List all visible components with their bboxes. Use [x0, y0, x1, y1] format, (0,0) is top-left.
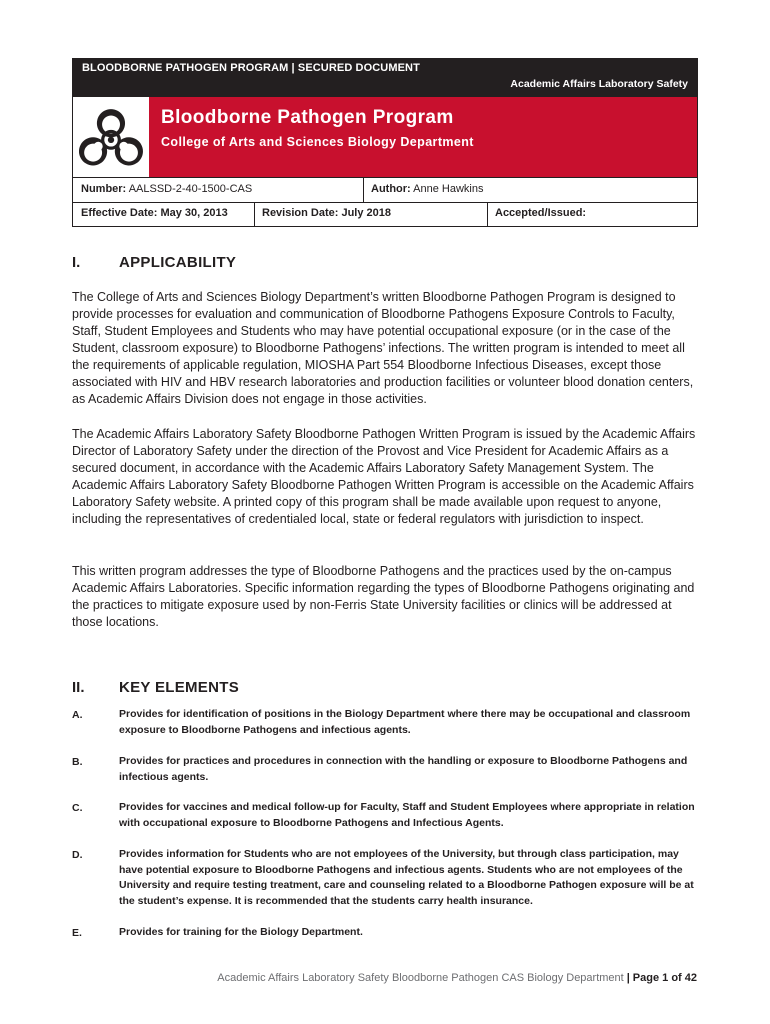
paragraph: The Academic Affairs Laboratory Safety Bloodborne Pathogen Written Program is issued by the Academic Affairs Director of Laboratory Safety under the direction of the Provost and Vice President for Academic Affairs as a secured document, in accordance with the Academic Affairs Laboratory Safety Management System. The Academic Affairs Laboratory Safety Bloodborne Pathogen Written Program is accessible on the Academic Affairs Laboratory Safety website. A printed copy of this program shall be made available upon request to anyone, including the representatives of credentialed local, state or federal regulators with jurisdiction to inspect. — [72, 427, 696, 526]
list-item-letter: E. — [72, 927, 82, 939]
page-footer — [217, 972, 697, 984]
author-label: Author: — [371, 183, 411, 195]
document-title: Bloodborne Pathogen Program — [161, 107, 454, 128]
revision-date: Revision Date: July 2018 — [262, 207, 392, 219]
effective-date-cell — [73, 202, 254, 226]
footer-separator: | — [626, 972, 630, 984]
paragraph: The College of Arts and Sciences Biology Department’s written Bloodborne Pathogen Program is designed to provide processes for evaluation and communication of Bloodborne Pathogens Exposure Controls to Faculty, Staff, Student Employees and Students who may have potential occupational exposure (or in the case of the Student, classroom exposure) to Bloodborne Pathogens’ infections. The written program is intended to meet all the requirements of applicable regulation, MIOSHA Part 554 Bloodborne Infectious Diseases, except those associated with HIV and HBV research laboratories and production facilities or volunteer blood donation centers, as Academic Affairs Division does not engage in those activities. — [72, 290, 694, 406]
footer-text: Academic Affairs Laboratory Safety Bloodborne Pathogen CAS Biology Department — [217, 972, 624, 984]
accepted-cell — [487, 202, 697, 226]
list-item-letter: B. — [72, 756, 83, 768]
author-cell — [363, 178, 697, 202]
list-item: Provides for practices and procedures in connection with the handling or exposure to Bloodborne Pathogens and infectious agents. — [119, 755, 688, 783]
metadata-row — [73, 202, 697, 226]
list-item: Provides for training for the Biology Department. — [119, 926, 363, 938]
number-value: AALSSD-2-40-1500-CAS — [128, 183, 253, 195]
author-value: Anne Hawkins — [413, 183, 484, 195]
number-cell — [73, 178, 363, 202]
program-secured-label: BLOODBORNE PATHOGEN PROGRAM | SECURED DOCUMENT — [82, 62, 420, 74]
effective-date: Effective Date: May 30, 2013 — [81, 207, 228, 219]
page-number: Page 1 of 42 — [632, 972, 697, 984]
section-number: II. — [72, 679, 85, 696]
list-item-letter: A. — [72, 709, 83, 721]
list-item: Provides for identification of positions in the Biology Department where there may be occupational and classroom exposure to Bloodborne Pathogens and infectious agents. — [119, 708, 691, 736]
document-top-bar — [72, 58, 698, 96]
section-title: APPLICABILITY — [119, 254, 237, 271]
number-label: Number: — [81, 183, 127, 195]
list-item: Provides for vaccines and medical follow-up for Faculty, Staff and Student Employees where appropriate in relation with occupational exposure to Bloodborne Pathogens and Infectious Agents. — [119, 801, 695, 829]
list-item-letter: C. — [72, 802, 83, 814]
list-item-letter: D. — [72, 849, 83, 861]
section-title: KEY ELEMENTS — [119, 679, 240, 696]
paragraph: This written program addresses the type of Bloodborne Pathogens and the practices used by the on-campus Academic Affairs Laboratories. Specific information regarding the types of Bloodborne Pathogens originating and the practices to mitigate exposure used by non-Ferris State University facilities or clinics will be addressed at those locations. — [72, 564, 695, 629]
accepted-issued: Accepted/Issued: — [495, 207, 587, 219]
section-number: I. — [72, 254, 81, 271]
department-label: Academic Affairs Laboratory Safety — [510, 78, 688, 90]
revision-date-cell — [254, 202, 487, 226]
biohazard-icon — [79, 100, 143, 172]
logo-container — [73, 97, 149, 177]
title-band — [149, 97, 697, 177]
document-metadata-table — [72, 178, 698, 227]
title-banner — [72, 96, 698, 178]
list-item: Provides information for Students who are not employees of the University, but through class participation, may have potential exposure to Bloodborne Pathogens and infectious agents. Students who are not employees of the University and require testing treatment, care and counseling related to a Bloodborne Pathogen exposure will be at the student’s expense. It is recommended that the students carry health insurance. — [119, 848, 694, 907]
metadata-row — [73, 178, 697, 203]
document-subtitle: College of Arts and Sciences Biology Department — [161, 135, 474, 149]
